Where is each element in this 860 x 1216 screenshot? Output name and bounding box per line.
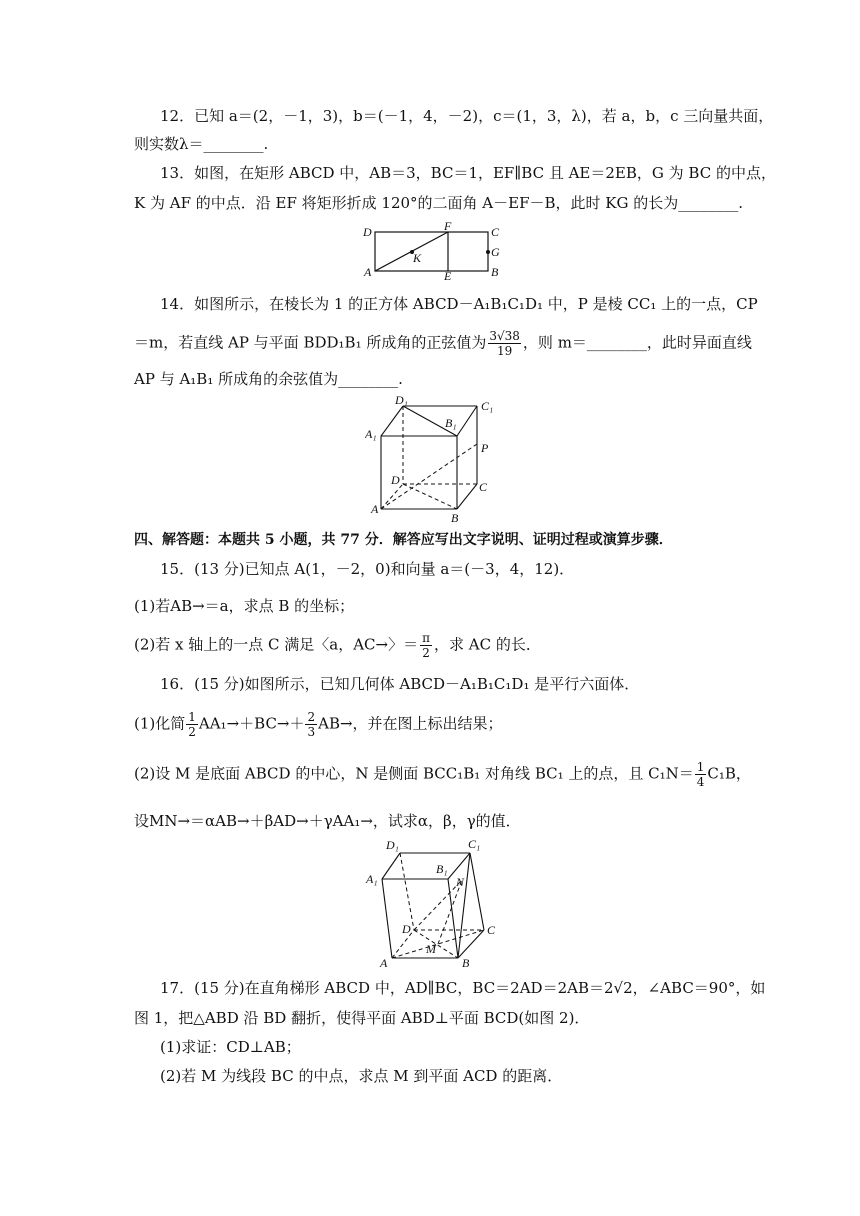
q12-line1: 12．已知 a＝(2，－1，3)，b＝(－1，4，－2)，c＝(1，3，λ)，若 a，b，c 三向量共面， — [160, 107, 774, 125]
label-A: A — [364, 265, 372, 279]
label-C1: C₁ — [468, 837, 481, 851]
label-A: A — [380, 956, 388, 970]
label-D1: D₁ — [386, 838, 399, 852]
label-D: D — [391, 473, 400, 487]
q16-part3: 设MN→＝αAB→＋βAD→＋γAA₁→，试求α，β，γ的值． — [134, 812, 521, 830]
q16-part1-text-c: AB→，并在图上标出结果； — [318, 714, 503, 733]
q17-part1: (1)求证：CD⊥AB； — [160, 1038, 301, 1056]
label-B: B — [491, 265, 499, 279]
q16-frac2-den: 3 — [307, 725, 316, 739]
label-F: F — [444, 222, 452, 233]
q15-part1: (1)若AB→＝a，求点 B 的坐标； — [134, 597, 355, 615]
q15-fraction — [420, 631, 432, 660]
section-heading: 四、解答题：本题共 5 小题，共 77 分．解答应写出文字说明、证明过程或演算步骤． — [134, 532, 673, 548]
q17-line2: 图 1，把△ABD 沿 BD 翻折，使得平面 ABD⊥平面 BCD(如图 2)． — [134, 1009, 590, 1027]
label-D1: D₁ — [395, 394, 408, 407]
label-A1: A₁ — [366, 872, 378, 886]
label-P: P — [481, 441, 489, 455]
q16-part2-text-a: (2)设 M 是底面 ABCD 的中心，N 是侧面 BCC₁B₁ 对角线 BC₁ 上的点，且 C₁N＝ — [134, 764, 694, 783]
label-B1: B₁ — [436, 862, 448, 876]
label-A1: A₁ — [365, 427, 377, 441]
q16-part1 — [134, 710, 503, 739]
q14-line1: 14．如图所示，在棱长为 1 的正方体 ABCD－A₁B₁C₁D₁ 中，P 是棱 CC₁ 上的一点，CP — [160, 295, 758, 313]
label-M: M — [426, 942, 436, 956]
q16-line1: 16．(15 分)如图所示，已知几何体 ABCD－A₁B₁C₁D₁ 是平行六面体． — [160, 675, 640, 693]
q14-fraction — [488, 329, 521, 358]
label-N: N — [456, 875, 465, 889]
label-C: C — [491, 225, 500, 239]
q16-part2-text-b: C₁B， — [707, 764, 751, 783]
q14-line2-text-a: ＝m，若直线 AP 与平面 BDD₁B₁ 所成角的正弦值为 — [134, 333, 487, 352]
q17-line1: 17．(15 分)在直角梯形 ABCD 中，AD∥BC，BC＝2AD＝2AB＝2√2，∠ABC＝90°，如 — [160, 979, 766, 997]
label-C: C — [479, 480, 488, 494]
label-C: C — [487, 923, 496, 937]
label-D: D — [363, 225, 372, 239]
q14-line3: AP 与 A₁B₁ 所成角的余弦值为________. — [134, 370, 403, 388]
label-A: A — [371, 502, 379, 516]
label-B: B — [462, 956, 470, 970]
q15-frac-num: π — [422, 631, 430, 645]
q15-line1: 15．(13 分)已知点 A(1，－2，0)和向量 a＝(－3，4，12)． — [160, 560, 575, 578]
q16-part1-text-b: AA₁→＋BC→＋ — [198, 714, 305, 733]
label-G: G — [491, 245, 500, 259]
rectangle-figure — [360, 222, 510, 280]
q15-part2-text-a: (2)若 x 轴上的一点 C 满足〈a，AC→〉＝ — [134, 635, 419, 654]
q15-part2 — [134, 631, 541, 660]
q16-frac3-den: 4 — [696, 775, 705, 789]
q17-part2: (2)若 M 为线段 BC 的中点，求点 M 到平面 ACD 的距离． — [160, 1067, 563, 1085]
label-K: K — [413, 251, 422, 265]
q15-frac-den: 2 — [422, 646, 430, 660]
q16-frac2-num: 2 — [307, 710, 316, 724]
q16-fraction-2 — [305, 710, 317, 739]
q16-fraction-1 — [186, 710, 198, 739]
q16-part2 — [134, 760, 751, 789]
q15-part2-text-b: ，求 AC 的长． — [433, 635, 541, 654]
label-B: B — [451, 511, 459, 524]
parallelepiped-figure — [360, 836, 510, 970]
q16-frac3-num: 1 — [696, 760, 705, 774]
q16-frac1-num: 1 — [188, 710, 196, 724]
label-E: E — [444, 269, 452, 280]
q14-line2-text-b: ，则 m＝________，此时异面直线 — [522, 333, 752, 352]
q14-frac-den: 19 — [497, 344, 513, 358]
label-B1: B₁ — [445, 416, 457, 430]
q14-frac-num: 3√38 — [489, 329, 520, 343]
q12-line2: 则实数λ＝________. — [134, 135, 269, 153]
label-C1: C₁ — [481, 399, 494, 413]
q16-frac1-den: 2 — [188, 725, 196, 739]
q13-line2: K 为 AF 的中点．沿 EF 将矩形折成 120°的二面角 A－EF－B，此时 KG 的长为________. — [134, 194, 744, 212]
q13-line1: 13．如图，在矩形 ABCD 中，AB＝3，BC＝1，EF∥BC 且 AE＝2EB，G 为 BC 的中点， — [160, 164, 776, 182]
q16-fraction-3 — [695, 760, 707, 789]
label-D: D — [402, 922, 411, 936]
q16-part1-text-a: (1)化简 — [134, 714, 186, 733]
cube-figure — [365, 394, 505, 524]
q14-line2 — [134, 329, 752, 358]
